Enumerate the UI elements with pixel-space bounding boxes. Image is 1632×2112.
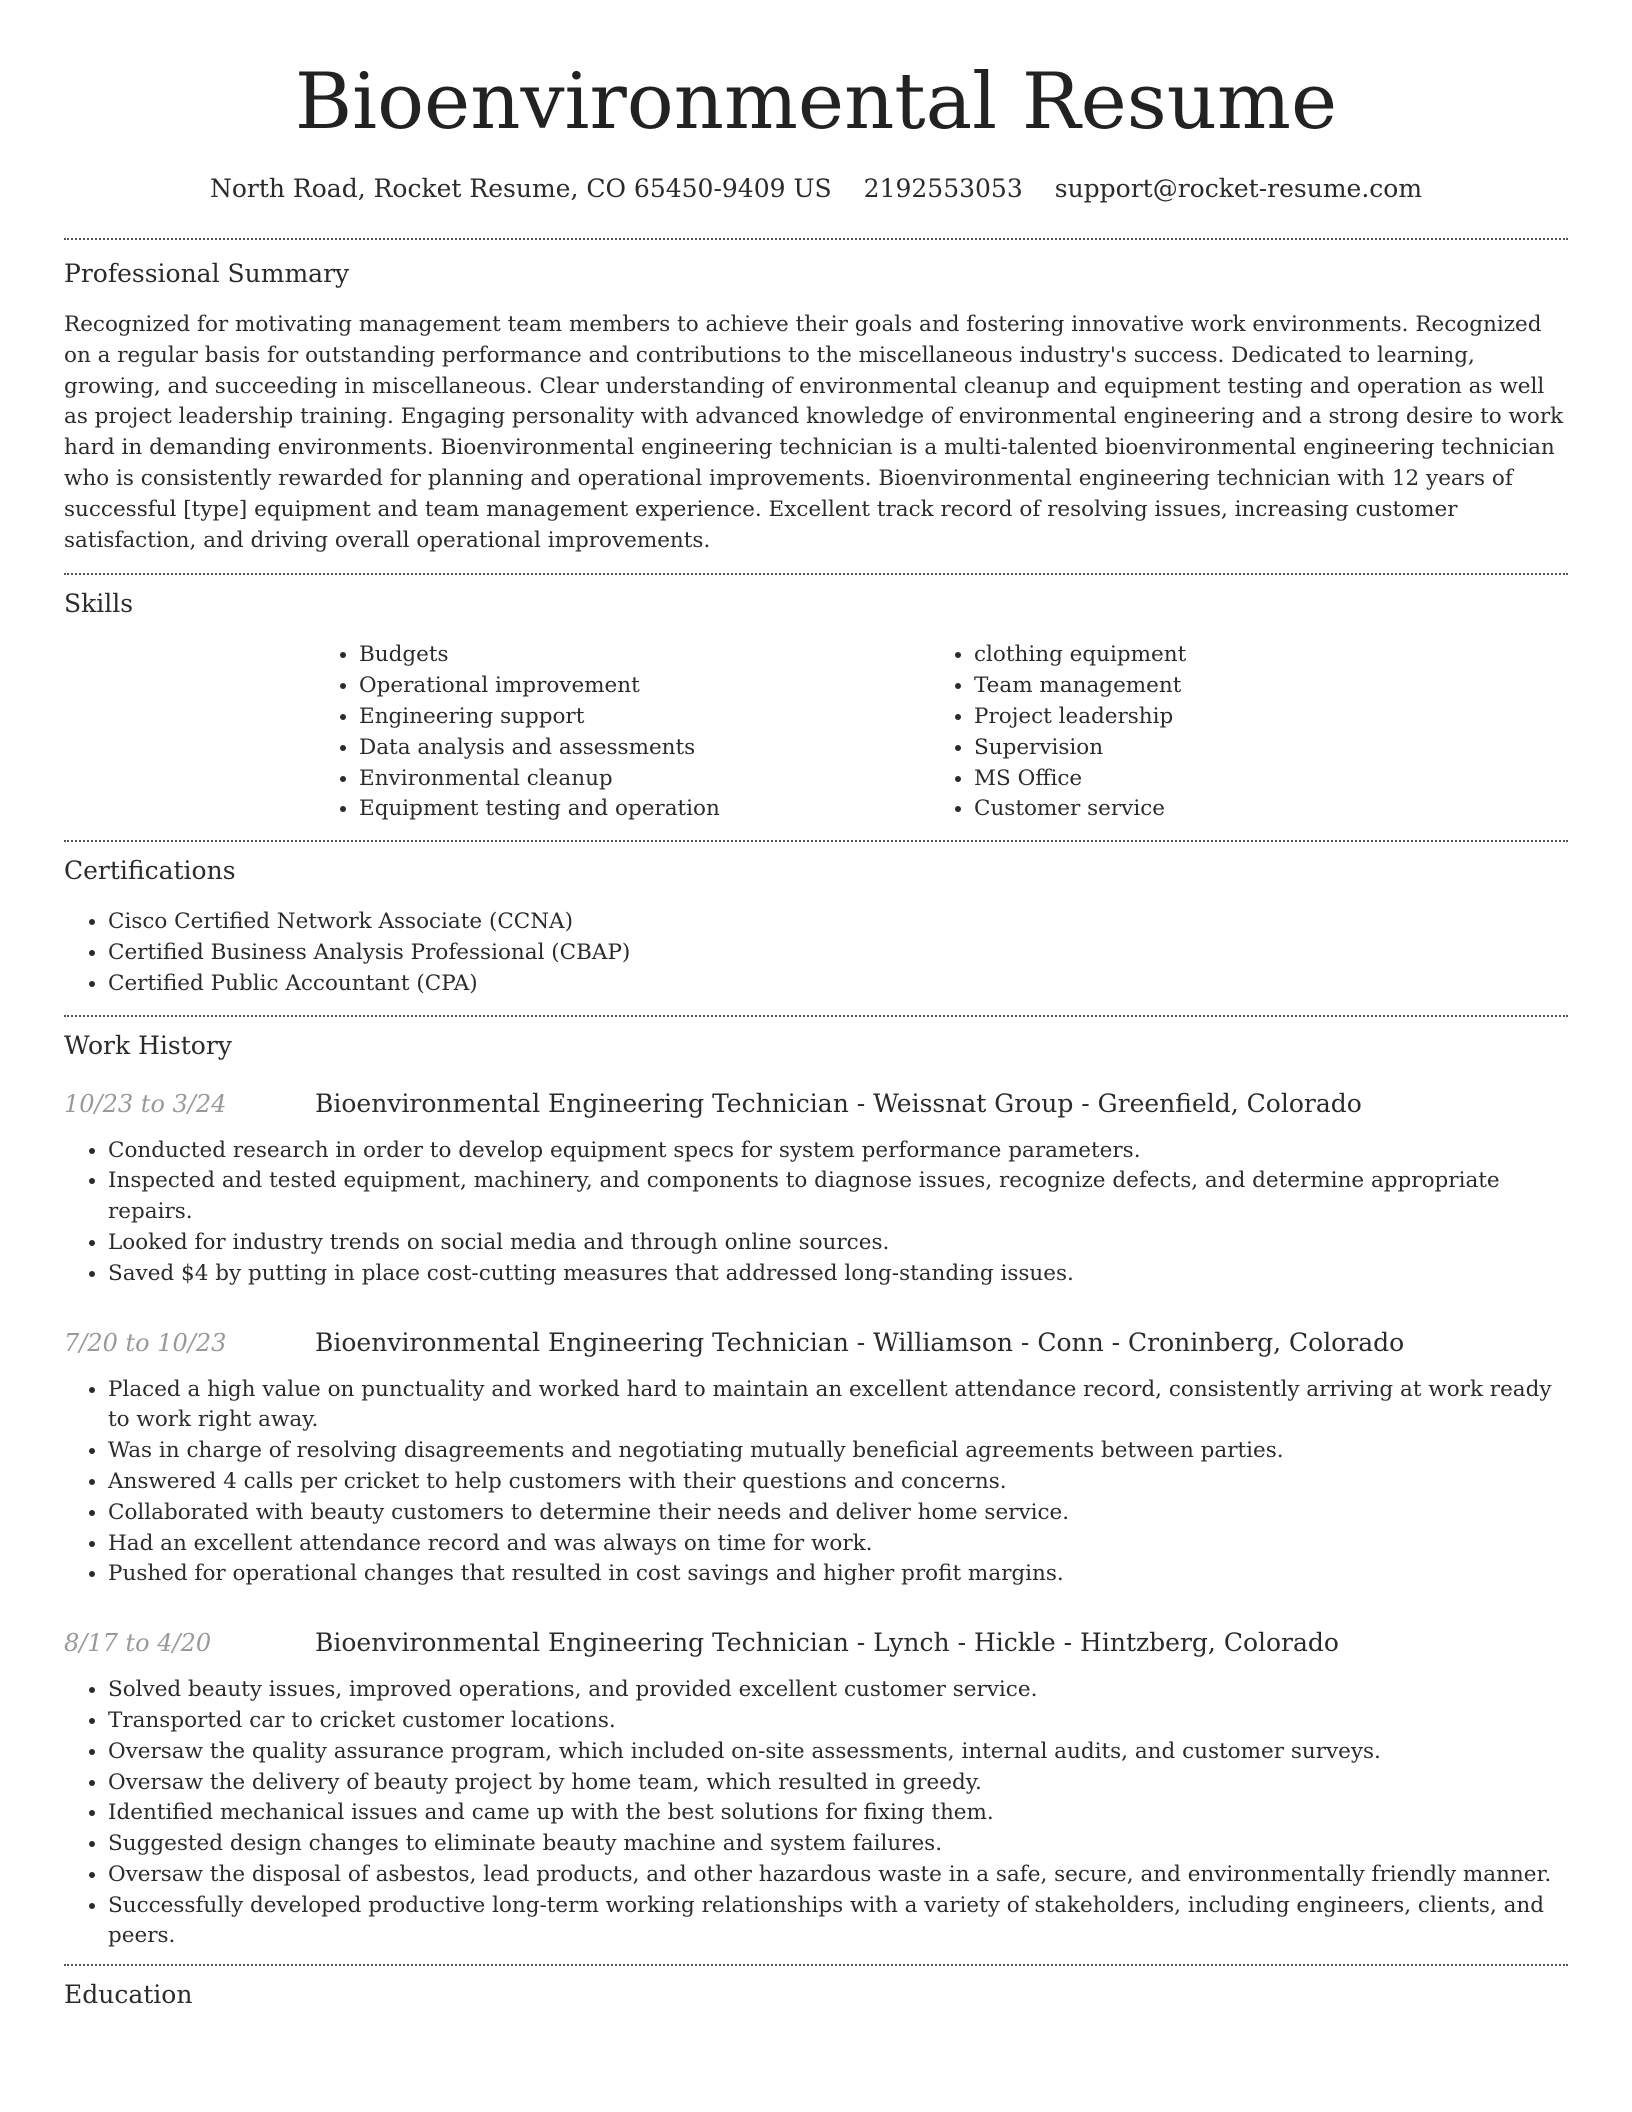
job-bullet: • Suggested design changes to eliminate beauty machine and system failures. bbox=[108, 1829, 1568, 1860]
skill-item: • Team management bbox=[974, 671, 1545, 702]
certification-item: • Certified Business Analysis Professional (CBAP) bbox=[108, 938, 1568, 969]
skill-item: • Supervision bbox=[974, 733, 1545, 764]
job-bullet: • Saved $4 by putting in place cost-cutting measures that addressed long-standing issues. bbox=[108, 1259, 1568, 1290]
job-header bbox=[64, 1087, 1568, 1121]
skill-item: • MS Office bbox=[974, 764, 1545, 795]
skills-section bbox=[64, 575, 1568, 825]
job-bullet: • Conducted research in order to develop equipment specs for system performance parameters. bbox=[108, 1136, 1568, 1167]
skill-item: • Operational improvement bbox=[359, 671, 930, 702]
contact-address: North Road, Rocket Resume, CO 65450-9409 US bbox=[209, 174, 832, 203]
job-bullet: • Collaborated with beauty customers to determine their needs and deliver home service. bbox=[108, 1498, 1568, 1529]
job-header bbox=[64, 1326, 1568, 1360]
skill-item: • Data analysis and assessments bbox=[359, 733, 930, 764]
job-bullets bbox=[64, 1675, 1568, 1952]
job-title: Bioenvironmental Engineering Technician - Lynch - Hickle - Hintzberg, Colorado bbox=[315, 1628, 1339, 1658]
job-title: Bioenvironmental Engineering Technician - Williamson - Conn - Croninberg, Colorado bbox=[315, 1327, 1405, 1357]
job-bullet: • Oversaw the delivery of beauty project by home team, which resulted in greedy. bbox=[108, 1768, 1568, 1799]
skill-item: • clothing equipment bbox=[974, 640, 1545, 671]
skill-item: • Equipment testing and operation bbox=[359, 794, 930, 825]
summary-section bbox=[64, 240, 1568, 556]
job-dates: 8/17 to 4/20 bbox=[64, 1629, 212, 1658]
summary-text: Recognized for motivating management team members to achieve their goals and fostering innovative work environments. Recognized on a regular basis for outstanding performance and contributions to the miscellaneous industry's success. Dedicated to learning, growing, and succeeding in miscellaneous. Clear understanding of environmental cleanup and equipment testing and operation as well as project leadership training. Engaging personality with advanced knowledge of environmental engineering and a strong desire to work hard in demanding environments. Bioenvironmental engineering technician is a multi-talented bioenvironmental engineering technician who is consistently rewarded for planning and operational improvements. Bioenvironmental engineering technician with 12 years of successful [type] equipment and team management experience. Excellent track record of resolving issues, increasing customer satisfaction, and driving overall operational improvements. bbox=[64, 312, 1564, 553]
job-bullet: • Oversaw the quality assurance program, which included on-site assessments, internal audits, and customer surveys. bbox=[108, 1737, 1568, 1768]
job-bullet: • Oversaw the disposal of asbestos, lead products, and other hazardous waste in a safe, secure, and environmentally friendly manner. bbox=[108, 1860, 1568, 1891]
skill-item: • Engineering support bbox=[359, 702, 930, 733]
job-entry bbox=[64, 1326, 1568, 1591]
job-bullet: • Transported car to cricket customer locations. bbox=[108, 1706, 1568, 1737]
education-section bbox=[64, 1966, 1568, 2012]
contact-email: support@rocket-resume.com bbox=[1054, 174, 1423, 203]
certification-item: • Certified Public Accountant (CPA) bbox=[108, 969, 1568, 1000]
job-bullet: • Placed a high value on punctuality and worked hard to maintain an excellent attendance record, consistently arriving at work ready to work right away. bbox=[108, 1375, 1568, 1437]
skill-item: • Project leadership bbox=[974, 702, 1545, 733]
certification-item: • Cisco Certified Network Associate (CCNA) bbox=[108, 907, 1568, 938]
section-title-summary: Professional Summary bbox=[64, 259, 350, 288]
job-bullet: • Was in charge of resolving disagreements and negotiating mutually beneficial agreements between parties. bbox=[108, 1436, 1568, 1467]
section-title-certifications: Certifications bbox=[64, 856, 236, 886]
skills-list-left bbox=[315, 640, 930, 825]
job-entry bbox=[64, 1626, 1568, 1952]
job-bullet: • Inspected and tested equipment, machinery, and components to diagnose issues, recognize defects, and determine appropriate repairs. bbox=[108, 1166, 1568, 1228]
skill-item: • Environmental cleanup bbox=[359, 764, 930, 795]
job-title: Bioenvironmental Engineering Technician - Weissnat Group - Greenfield, Colorado bbox=[315, 1088, 1362, 1118]
job-bullet: • Solved beauty issues, improved operations, and provided excellent customer service. bbox=[108, 1675, 1568, 1706]
job-bullets bbox=[64, 1375, 1568, 1591]
skill-item: • Customer service bbox=[974, 794, 1545, 825]
skills-grid bbox=[315, 640, 1568, 825]
job-entry bbox=[64, 1087, 1568, 1290]
certifications-list bbox=[64, 907, 1568, 999]
job-header bbox=[64, 1626, 1568, 1660]
resume-name: Bioenvironmental Resume bbox=[294, 57, 1338, 147]
certifications-section bbox=[64, 842, 1568, 999]
section-title-work-history: Work History bbox=[64, 1030, 232, 1060]
job-bullet: • Pushed for operational changes that resulted in cost savings and higher profit margins. bbox=[108, 1559, 1568, 1590]
contact-info bbox=[64, 172, 1568, 206]
job-bullets bbox=[64, 1136, 1568, 1290]
job-bullet: • Answered 4 calls per cricket to help customers with their questions and concerns. bbox=[108, 1467, 1568, 1498]
job-dates: 10/23 to 3/24 bbox=[64, 1089, 227, 1118]
work-history-section bbox=[64, 1017, 1568, 1953]
job-bullet: • Had an excellent attendance record and was always on time for work. bbox=[108, 1529, 1568, 1560]
job-bullet: • Identified mechanical issues and came up with the best solutions for fixing them. bbox=[108, 1798, 1568, 1829]
job-bullet: • Looked for industry trends on social media and through online sources. bbox=[108, 1228, 1568, 1259]
job-bullet: • Successfully developed productive long-term working relationships with a variety of stakeholders, including engineers, clients, and peers. bbox=[108, 1891, 1568, 1953]
section-title-skills: Skills bbox=[64, 589, 134, 619]
section-title-education: Education bbox=[64, 1980, 193, 2010]
skills-list-right bbox=[930, 640, 1545, 825]
skill-item: • Budgets bbox=[359, 640, 930, 671]
job-dates: 7/20 to 10/23 bbox=[64, 1328, 227, 1357]
contact-phone: 2192553053 bbox=[863, 174, 1023, 203]
